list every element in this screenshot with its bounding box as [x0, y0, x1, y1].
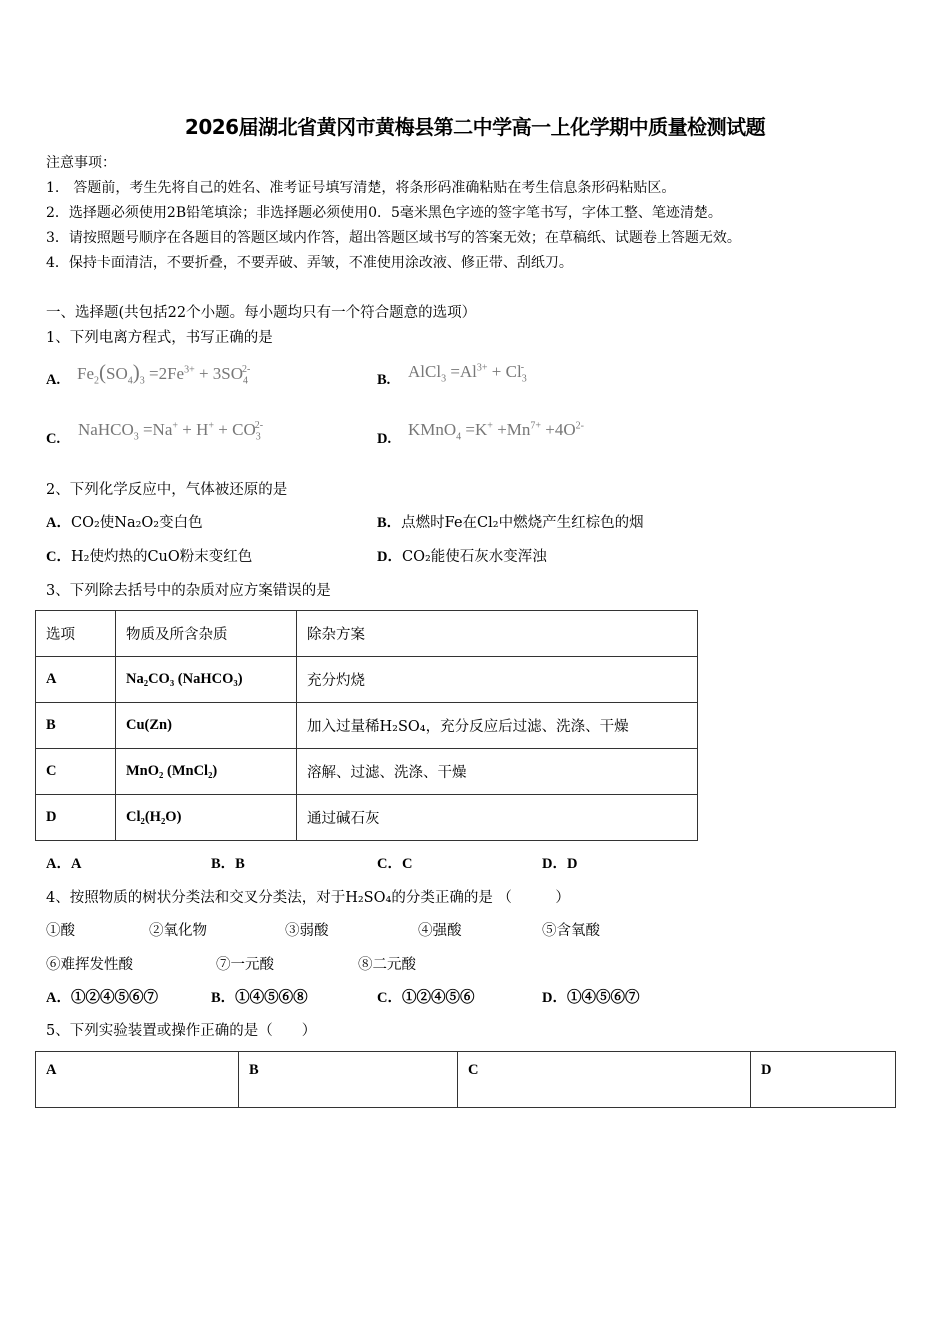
- table-header-cell: 选项: [36, 611, 116, 657]
- table-cell: MnO₂ (MnCl₂): [116, 749, 297, 795]
- q1-option-b-equation: AlCl$_3$ $=Al^{3+} + Cl_3^-$: [408, 362, 527, 385]
- table-row: [36, 657, 698, 703]
- q4-item-8: ⑧二元酸: [358, 957, 416, 973]
- q3-option-c[interactable]: C．C: [377, 856, 413, 872]
- table-cell: 加入过量稀H₂SO₄，充分反应后过滤、洗涤、干燥: [297, 703, 698, 749]
- q4-item-5: ⑤含氧酸: [542, 923, 600, 939]
- q2-option-d-label: D．: [377, 549, 402, 565]
- q1-option-c-label: C.: [46, 431, 61, 447]
- q1-option-b-label: B.: [377, 372, 391, 388]
- table-cell: 充分灼烧: [297, 657, 698, 703]
- section-heading: 一、选择题(共包括22个小题。每小题均只有一个符合题意的选项）: [46, 305, 477, 321]
- q1-option-a[interactable]: [46, 372, 60, 389]
- table-cell: Cu(Zn): [116, 703, 297, 749]
- question-2-stem: 2、下列化学反应中，气体被还原的是: [46, 482, 288, 498]
- question-1-stem: 1、下列电离方程式，书写正确的是: [46, 330, 273, 346]
- q2-option-c-text: H₂使灼热的CuO粉末变红色: [70, 549, 253, 565]
- q2-option-c[interactable]: [46, 545, 252, 566]
- q1-option-d-equation: KMnO$_4$ $=K^+ +Mn^{7+} +4O^{2-}$: [408, 420, 584, 443]
- q1-option-a-label: A.: [46, 372, 61, 388]
- q3-option-d[interactable]: D．D: [542, 856, 578, 872]
- q2-option-b[interactable]: [377, 511, 644, 532]
- q2-option-a[interactable]: [46, 511, 203, 532]
- q2-option-b-text: 点燃时Fe在Cl₂中燃烧产生红棕色的烟: [401, 515, 644, 531]
- q2-option-c-label: C．: [46, 549, 71, 565]
- table-cell: A: [36, 657, 116, 703]
- q2-option-b-label: B．: [377, 515, 402, 531]
- q4-option-c[interactable]: C．①②④⑤⑥: [377, 990, 475, 1006]
- q4-option-d[interactable]: D．①④⑤⑥⑦: [542, 990, 640, 1006]
- table-header-cell: A: [36, 1052, 239, 1108]
- q4-item-1: ①酸: [46, 923, 75, 939]
- q2-option-d[interactable]: [377, 545, 547, 566]
- table-cell: B: [36, 703, 116, 749]
- table-header-row: [36, 1052, 896, 1108]
- table-header-cell: B: [239, 1052, 458, 1108]
- note-item-2: 2．选择题必须使用2B铅笔填涂；非选择题必须使用0．5毫米黑色字迹的签字笔书写，字体工整、笔迹清楚。: [46, 205, 722, 221]
- table-cell: Na₂CO₃ (NaHCO₃): [116, 657, 297, 703]
- q5-table: [35, 1051, 896, 1108]
- q1-option-b[interactable]: [377, 372, 390, 389]
- note-item-4: 4．保持卡面清洁，不要折叠，不要弄破、弄皱，不准使用涂改液、修正带、刮纸刀。: [46, 255, 573, 271]
- q2-option-d-text: CO₂能使石灰水变浑浊: [401, 549, 547, 565]
- page-title: 2026届湖北省黄冈市黄梅县第二中学高一上化学期中质量检测试题: [184, 115, 766, 139]
- question-5-stem: 5、下列实验装置或操作正确的是（ ）: [46, 1023, 317, 1039]
- q1-option-d[interactable]: [377, 431, 391, 448]
- question-4-stem: 4、按照物质的树状分类法和交叉分类法，对于H₂SO₄的分类正确的是 （ ）: [46, 890, 570, 906]
- notes-heading: 注意事项：: [46, 155, 116, 171]
- q1-option-d-label: D.: [377, 431, 392, 447]
- q1-option-c-equation: NaHCO$_3$ $=Na^+ + H^+ + CO_3^{2-}$: [78, 420, 264, 443]
- table-header-row: [36, 611, 698, 657]
- q4-option-b[interactable]: B．①④⑤⑥⑧: [211, 990, 308, 1006]
- q4-item-4: ④强酸: [418, 923, 462, 939]
- table-cell: 通过碱石灰: [297, 795, 698, 841]
- table-row: [36, 749, 698, 795]
- table-header-cell: 物质及所含杂质: [116, 611, 297, 657]
- table-cell: 溶解、过滤、洗涤、干燥: [297, 749, 698, 795]
- q2-option-a-label: A．: [46, 515, 71, 531]
- table-row: [36, 703, 698, 749]
- q4-option-a[interactable]: A．①②④⑤⑥⑦: [46, 990, 158, 1006]
- note-item-3: 3．请按照题号顺序在各题目的答题区域内作答，超出答题区域书写的答案无效；在草稿纸、试题卷上答题无效。: [46, 230, 741, 246]
- table-cell: C: [36, 749, 116, 795]
- q1-option-c[interactable]: [46, 431, 60, 448]
- q3-option-a[interactable]: A．A: [46, 856, 82, 872]
- question-3-stem: 3、下列除去括号中的杂质对应方案错误的是: [46, 583, 331, 599]
- q1-option-a-equation: $Fe_2(SO_4)_3 =2Fe^{3+} + 3SO_4^{2-}$: [77, 360, 251, 387]
- note-item-1: 1. 答题前，考生先将自己的姓名、准考证号填写清楚，将条形码准确粘贴在考生信息条形码粘贴区。: [46, 180, 676, 196]
- q4-item-3: ③弱酸: [285, 923, 329, 939]
- q3-table: [35, 610, 698, 841]
- table-cell: Cl₂(H₂O): [116, 795, 297, 841]
- table-header-cell: 除杂方案: [297, 611, 698, 657]
- table-header-cell: C: [458, 1052, 751, 1108]
- table-row: [36, 795, 698, 841]
- q4-item-7: ⑦一元酸: [216, 957, 274, 973]
- table-cell: D: [36, 795, 116, 841]
- table-header-cell: D: [751, 1052, 896, 1108]
- q4-item-2: ②氧化物: [149, 923, 207, 939]
- q3-option-b[interactable]: B．B: [211, 856, 245, 872]
- q4-item-6: ⑥难挥发性酸: [46, 957, 133, 973]
- q2-option-a-text: CO₂使Na₂O₂变白色: [70, 515, 203, 531]
